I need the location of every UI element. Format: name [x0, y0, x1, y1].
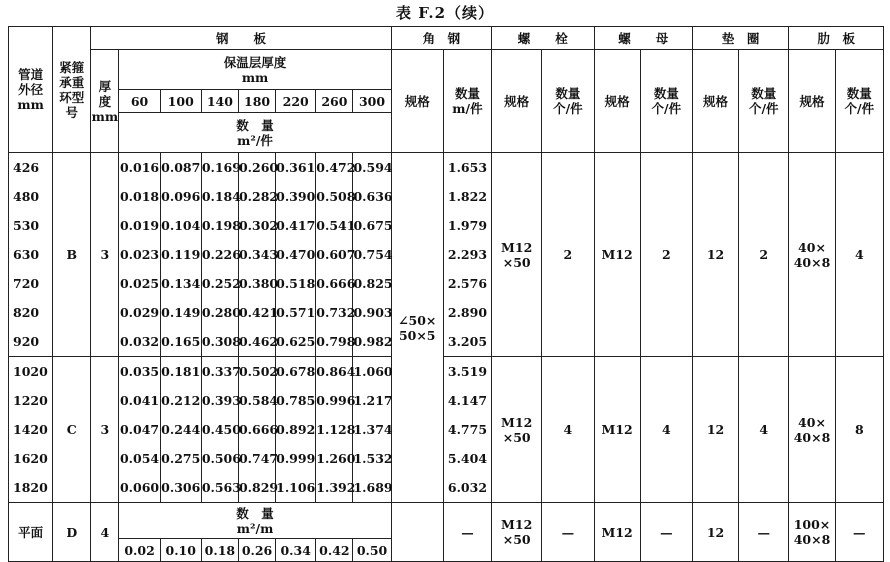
value-cell: 2.890	[447, 305, 488, 320]
rib-spec-d: 100× 40×8	[789, 503, 835, 562]
value-cell: 1.374	[353, 422, 393, 437]
insulation-thickness: 220	[276, 90, 316, 113]
value-cell: 0.282	[238, 189, 279, 204]
insulation-thickness: 100	[160, 90, 201, 113]
header-nut: 螺 母	[594, 27, 692, 50]
value-cell: 0.584	[238, 393, 279, 408]
thickness-b: 3	[91, 153, 119, 357]
value-cell: 0.18	[201, 539, 238, 562]
value-cell: 0.50	[353, 539, 391, 562]
bolt-spec-b: M12 ×50	[492, 153, 542, 357]
qty-col-180-b	[238, 153, 279, 357]
value-cell: 0.903	[353, 305, 393, 320]
angle-spec: ∠50× 50×5	[391, 153, 443, 503]
value-cell: 0.678	[276, 364, 316, 379]
value-cell: 0.184	[201, 189, 241, 204]
value-cell: 1.060	[353, 364, 393, 379]
hoop-type-d: D	[53, 503, 91, 562]
value-cell: 0.226	[201, 247, 241, 262]
value-cell: 0.361	[276, 160, 316, 175]
nut-spec-b: M12	[594, 153, 640, 357]
thickness-d: 4	[91, 503, 119, 562]
pipe-od: 480	[13, 189, 40, 204]
value-cell: 0.10	[160, 539, 201, 562]
insulation-thickness: 260	[316, 90, 353, 113]
hoop-type-c: C	[53, 357, 91, 503]
value-cell: 0.019	[119, 218, 160, 233]
angle-qty-b	[443, 153, 491, 357]
washer-qty-d: —	[739, 503, 789, 562]
value-cell: 0.754	[353, 247, 393, 262]
header-pipe-od: 管道 外径 mm	[9, 27, 53, 153]
qty-col-60-b	[119, 153, 160, 357]
header-angle-qty: 数量 m/件	[443, 50, 491, 153]
value-cell: 0.032	[119, 334, 160, 349]
insulation-thickness: 300	[353, 90, 391, 113]
nut-qty-d: —	[640, 503, 692, 562]
value-cell: 0.417	[276, 218, 316, 233]
value-cell: 0.470	[276, 247, 316, 262]
value-cell: 0.087	[161, 160, 201, 175]
qty-col-140-b	[201, 153, 241, 357]
pipe-od: 630	[13, 247, 40, 262]
value-cell: 1.689	[353, 480, 393, 495]
value-cell: 0.244	[161, 422, 201, 437]
qty-col-60-c	[119, 357, 160, 503]
value-cell: 0.829	[238, 480, 279, 495]
header-qty-m2m: 数 量 m²/m	[119, 503, 391, 539]
value-cell: 4.775	[447, 422, 488, 437]
value-cell: 0.462	[238, 334, 279, 349]
pipe-od: 1420	[13, 422, 48, 437]
header-bolt-spec: 规格	[492, 50, 542, 153]
value-cell: 3.519	[447, 364, 488, 379]
rib-qty-c: 8	[835, 357, 883, 503]
pipe-od: 1220	[13, 393, 48, 408]
hoop-type-b: B	[53, 153, 91, 357]
value-cell: 0.035	[119, 364, 160, 379]
value-cell: 1.979	[447, 218, 488, 233]
qty-col-220-b	[276, 153, 316, 357]
header-angle-steel: 角 钢	[391, 27, 491, 50]
header-rib: 肋 板	[789, 27, 884, 50]
header-bolt: 螺 栓	[492, 27, 594, 50]
header-bolt-qty: 数量 个/件	[542, 50, 594, 153]
header-qty-m2: 数 量 m²/件	[119, 113, 391, 153]
washer-spec-d: 12	[692, 503, 738, 562]
value-cell: 0.982	[353, 334, 393, 349]
value-cell: 1.106	[276, 480, 316, 495]
nut-spec-d: M12	[594, 503, 640, 562]
value-cell: 0.450	[201, 422, 241, 437]
value-cell: 0.337	[201, 364, 241, 379]
value-cell: 6.032	[447, 480, 488, 495]
value-cell: 0.421	[238, 305, 279, 320]
value-cell: 0.390	[276, 189, 316, 204]
pipe-od: 530	[13, 218, 40, 233]
value-cell: 1.653	[447, 160, 488, 175]
bolt-spec-c: M12 ×50	[492, 357, 542, 503]
value-cell: 0.041	[119, 393, 160, 408]
value-cell: 0.302	[238, 218, 279, 233]
value-cell: 0.472	[316, 160, 356, 175]
pipe-od-d: 平面	[9, 503, 53, 562]
qty-col-260-b	[316, 153, 356, 357]
qty-col-300-b	[353, 153, 391, 357]
value-cell: 0.380	[238, 276, 279, 291]
qty-col-140-c	[201, 357, 241, 503]
value-cell: 0.029	[119, 305, 160, 320]
value-cell: 0.26	[238, 539, 275, 562]
bolt-qty-b: 2	[542, 153, 594, 357]
value-cell: 0.747	[238, 451, 279, 466]
insulation-thickness: 140	[201, 90, 238, 113]
value-cell: 0.571	[276, 305, 316, 320]
value-cell: 0.892	[276, 422, 316, 437]
pipe-od: 720	[13, 276, 40, 291]
value-cell: 0.104	[161, 218, 201, 233]
thickness-c: 3	[91, 357, 119, 503]
pipe-od-column-c	[9, 357, 53, 503]
pipe-od: 1020	[13, 364, 48, 379]
rib-qty-d: —	[835, 503, 883, 562]
bolt-qty-c: 4	[542, 357, 594, 503]
spec-table	[8, 26, 884, 562]
value-cell: 0.096	[161, 189, 201, 204]
header-washer-spec: 规格	[692, 50, 738, 153]
bolt-qty-d: —	[542, 503, 594, 562]
header-hoop-type: 紧箍 承重 环型 号	[53, 27, 91, 153]
value-cell: 0.999	[276, 451, 316, 466]
value-cell: 0.785	[276, 393, 316, 408]
value-cell: 0.023	[119, 247, 160, 262]
pipe-od: 426	[13, 160, 40, 175]
value-cell: 0.506	[201, 451, 241, 466]
nut-spec-c: M12	[594, 357, 640, 503]
value-cell: 1.532	[353, 451, 393, 466]
header-rib-spec: 规格	[789, 50, 835, 153]
value-cell: 0.34	[276, 539, 316, 562]
value-cell: 0.666	[238, 422, 279, 437]
pipe-od: 1620	[13, 451, 48, 466]
washer-spec-b: 12	[692, 153, 738, 357]
value-cell: 0.212	[161, 393, 201, 408]
qty-col-300-c	[353, 357, 391, 503]
table-title: 表 F.2（续）	[395, 4, 495, 22]
angle-qty-d: —	[443, 503, 491, 562]
value-cell: 0.025	[119, 276, 160, 291]
nut-qty-c: 4	[640, 357, 692, 503]
value-cell: 0.018	[119, 189, 160, 204]
value-cell: 0.060	[119, 480, 160, 495]
value-cell: 1.217	[353, 393, 393, 408]
header-insulation: 保温层厚度 mm	[119, 50, 391, 90]
washer-qty-b: 2	[739, 153, 789, 357]
header-thickness: 厚 度 mm	[91, 50, 119, 153]
value-cell: 0.594	[353, 160, 393, 175]
value-cell: 0.198	[201, 218, 241, 233]
header-steel-plate: 钢 板	[91, 27, 391, 50]
value-cell: 2.576	[447, 276, 488, 291]
value-cell: 0.666	[316, 276, 356, 291]
value-cell: 0.308	[201, 334, 241, 349]
value-cell: 0.798	[316, 334, 356, 349]
value-cell: 0.054	[119, 451, 160, 466]
value-cell: 0.165	[161, 334, 201, 349]
angle-qty-c	[443, 357, 491, 503]
qty-col-260-c	[316, 357, 356, 503]
value-cell: 1.128	[316, 422, 356, 437]
rib-qty-b: 4	[835, 153, 883, 357]
value-cell: 0.119	[161, 247, 201, 262]
value-cell: 0.502	[238, 364, 279, 379]
value-cell: 0.280	[201, 305, 241, 320]
value-cell: 0.181	[161, 364, 201, 379]
value-cell: 0.508	[316, 189, 356, 204]
value-cell: 0.02	[119, 539, 160, 562]
value-cell: 3.205	[447, 334, 488, 349]
value-cell: 0.016	[119, 160, 160, 175]
value-cell: 5.404	[447, 451, 488, 466]
value-cell: 1.260	[316, 451, 356, 466]
pipe-od: 920	[13, 334, 40, 349]
value-cell: 0.825	[353, 276, 393, 291]
value-cell: 0.134	[161, 276, 201, 291]
qty-col-100-c	[160, 357, 201, 503]
header-washer-qty: 数量 个/件	[739, 50, 789, 153]
washer-spec-c: 12	[692, 357, 738, 503]
value-cell: 0.607	[316, 247, 356, 262]
value-cell: 0.732	[316, 305, 356, 320]
value-cell: 0.864	[316, 364, 356, 379]
value-cell: 0.996	[316, 393, 356, 408]
qty-col-220-c	[276, 357, 316, 503]
pipe-od-column-b	[9, 153, 53, 357]
header-angle-spec: 规格	[391, 50, 443, 153]
value-cell: 0.42	[316, 539, 353, 562]
pipe-od: 1820	[13, 480, 48, 495]
washer-qty-c: 4	[739, 357, 789, 503]
insulation-thickness: 60	[119, 90, 160, 113]
value-cell: 0.343	[238, 247, 279, 262]
value-cell: 0.306	[161, 480, 201, 495]
value-cell: 0.636	[353, 189, 393, 204]
header-washer: 垫 圈	[692, 27, 788, 50]
value-cell: 1.392	[316, 480, 356, 495]
value-cell: 2.293	[447, 247, 488, 262]
nut-qty-b: 2	[640, 153, 692, 357]
header-rib-qty: 数量 个/件	[835, 50, 883, 153]
value-cell: 0.675	[353, 218, 393, 233]
value-cell: 0.393	[201, 393, 241, 408]
value-cell: 0.541	[316, 218, 356, 233]
value-cell: 0.563	[201, 480, 241, 495]
value-cell: 0.260	[238, 160, 279, 175]
pipe-od: 820	[13, 305, 40, 320]
header-nut-spec: 规格	[594, 50, 640, 153]
value-cell: 0.149	[161, 305, 201, 320]
value-cell: 0.252	[201, 276, 241, 291]
bolt-spec-d: M12 ×50	[492, 503, 542, 562]
value-cell: 0.625	[276, 334, 316, 349]
rib-spec-c: 40× 40×8	[789, 357, 835, 503]
value-cell: 0.047	[119, 422, 160, 437]
header-nut-qty: 数量 个/件	[640, 50, 692, 153]
rib-spec-b: 40× 40×8	[789, 153, 835, 357]
value-cell: 0.169	[201, 160, 241, 175]
value-cell: 0.518	[276, 276, 316, 291]
qty-col-180-c	[238, 357, 279, 503]
value-cell: 0.275	[161, 451, 201, 466]
qty-col-100-b	[160, 153, 201, 357]
value-cell: 1.822	[447, 189, 488, 204]
angle-spec-d-empty	[391, 503, 443, 562]
insulation-thickness: 180	[238, 90, 275, 113]
value-cell: 4.147	[447, 393, 488, 408]
